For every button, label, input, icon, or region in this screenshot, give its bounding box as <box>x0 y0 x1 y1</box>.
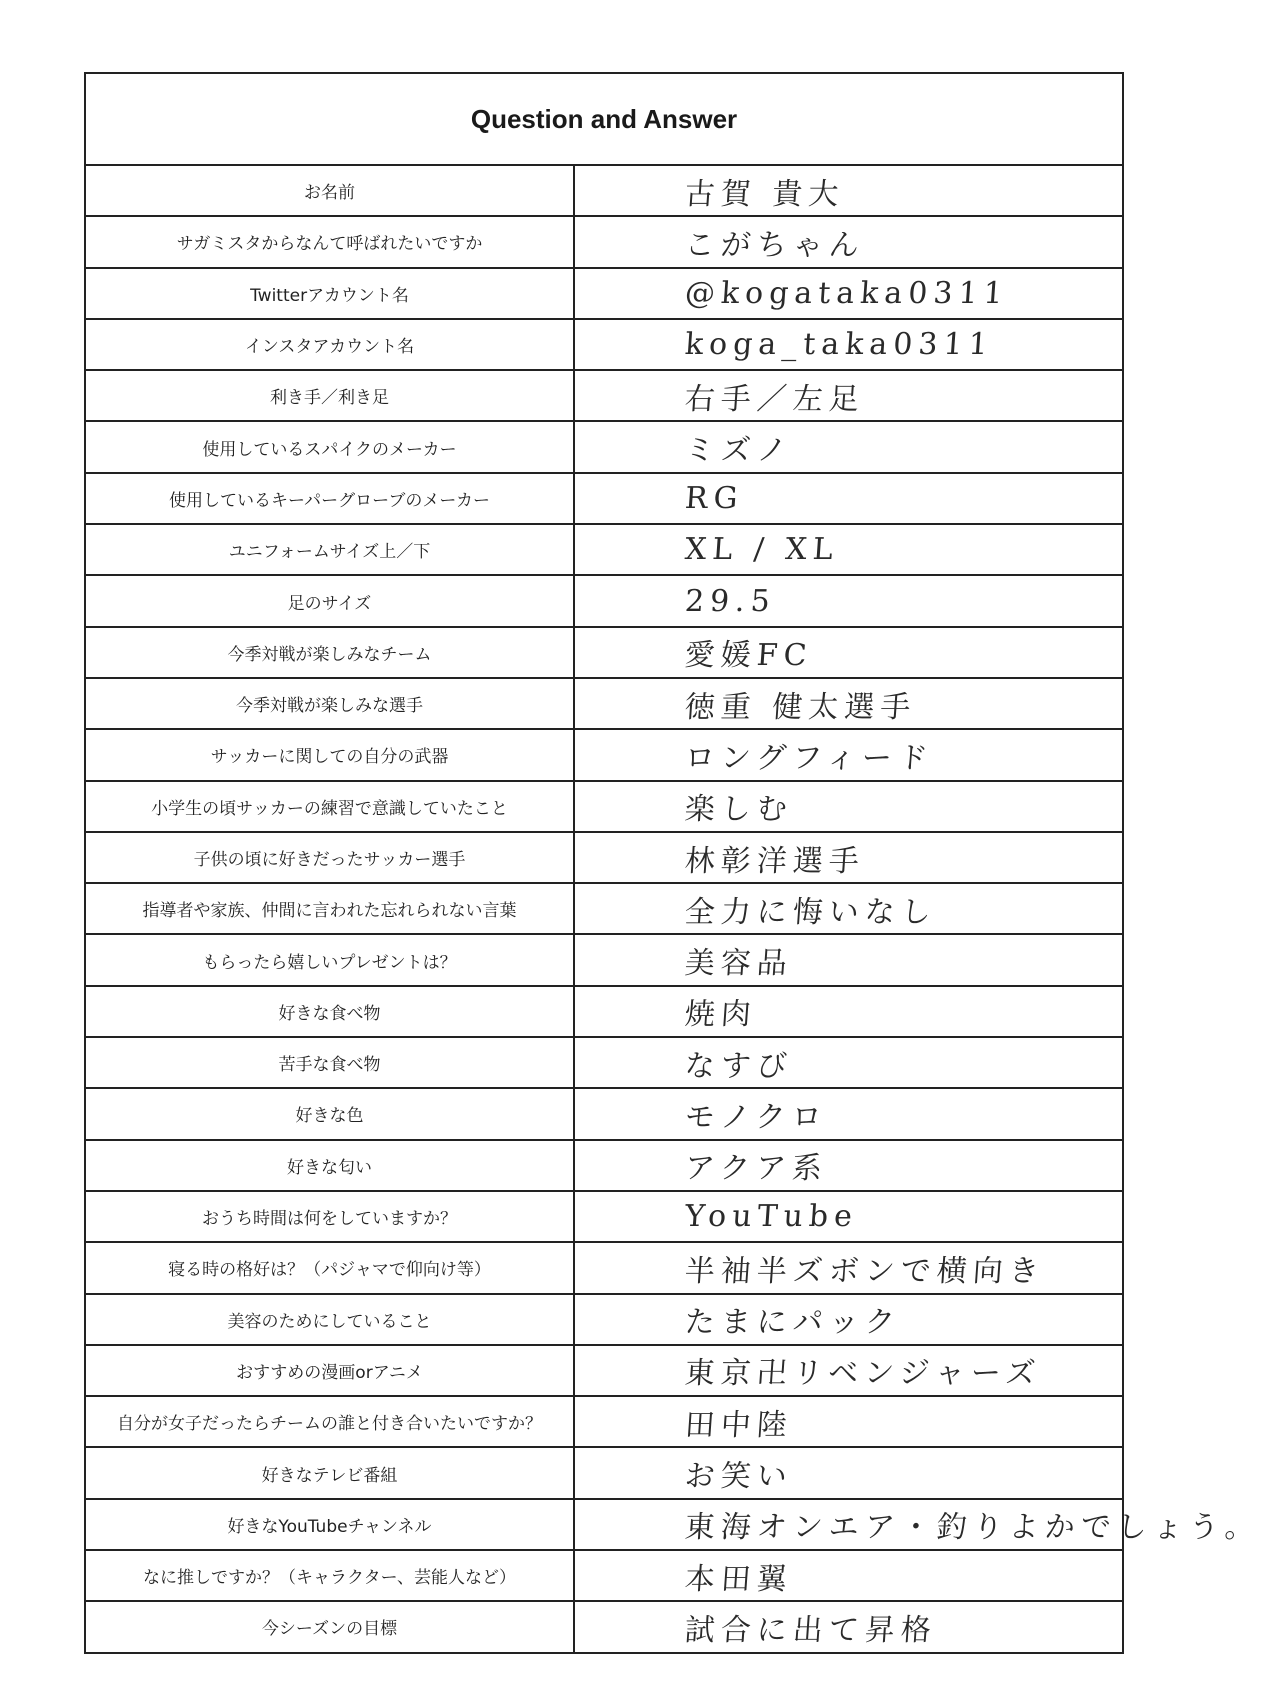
table-row <box>86 678 1122 729</box>
handwritten-answer: koga_taka0311 <box>683 327 995 363</box>
table-row <box>86 934 1122 985</box>
handwritten-answer: 29.5 <box>683 583 778 619</box>
question-cell: 今季対戦が楽しみな選手 <box>86 678 574 729</box>
answer-cell <box>574 1345 1122 1396</box>
handwritten-answer: 半袖半ズボンで横向き <box>683 1253 1046 1289</box>
table-row <box>86 986 1122 1037</box>
table-row <box>86 1447 1122 1498</box>
question-cell: 好きなYouTubeチャンネル <box>86 1499 574 1550</box>
question-cell: 子供の頃に好きだったサッカー選手 <box>86 832 574 883</box>
handwritten-answer: 林彰洋選手 <box>683 843 866 879</box>
handwritten-answer: 愛媛FC <box>683 638 814 674</box>
question-cell: 寝る時の格好は？（パジャマで仰向け等） <box>86 1242 574 1293</box>
table-row <box>86 524 1122 575</box>
question-cell: 好きな色 <box>86 1088 574 1139</box>
table-row <box>86 1037 1122 1088</box>
question-cell: おうち時間は何をしていますか？ <box>86 1191 574 1242</box>
table-row <box>86 268 1122 319</box>
table-row <box>86 627 1122 678</box>
handwritten-answer: 東京卍リベンジャーズ <box>683 1356 1043 1392</box>
handwritten-answer: モノクロ <box>683 1099 829 1135</box>
answer-cell <box>574 781 1122 832</box>
table-row <box>86 729 1122 780</box>
answer-cell <box>574 1396 1122 1447</box>
answer-cell <box>574 524 1122 575</box>
handwritten-answer: 古賀 貴大 <box>683 176 846 212</box>
table-row <box>86 1294 1122 1345</box>
question-cell: もらったら嬉しいプレゼントは？ <box>86 934 574 985</box>
table-row <box>86 1499 1122 1550</box>
question-cell: お名前 <box>86 166 574 216</box>
question-cell: 苦手な食べ物 <box>86 1037 574 1088</box>
table-row <box>86 1550 1122 1601</box>
answer-cell <box>574 1088 1122 1139</box>
handwritten-answer: ロングフィード <box>683 740 935 776</box>
answer-cell <box>574 166 1122 216</box>
question-cell: 美容のためにしていること <box>86 1294 574 1345</box>
handwritten-answer: 全力に悔いなし <box>683 894 938 930</box>
answer-cell <box>574 1499 1262 1550</box>
question-cell: ユニフォームサイズ上／下 <box>86 524 574 575</box>
answer-cell <box>574 575 1122 626</box>
answer-cell <box>574 268 1122 319</box>
handwritten-answer: お笑い <box>683 1459 794 1495</box>
question-cell: なに推しですか？（キャラクター、芸能人など） <box>86 1550 574 1601</box>
table-row <box>86 1242 1122 1293</box>
answer-cell <box>574 216 1122 267</box>
question-cell: インスタアカウント名 <box>86 319 574 370</box>
table-row <box>86 575 1122 626</box>
question-cell: 利き手／利き足 <box>86 370 574 421</box>
answer-cell <box>574 934 1122 985</box>
handwritten-answer: ミズノ <box>683 433 794 469</box>
handwritten-answer: @kogataka0311 <box>683 275 1010 311</box>
handwritten-answer: XL / XL <box>683 532 840 568</box>
answer-cell <box>574 370 1122 421</box>
handwritten-answer: たまにパック <box>683 1305 902 1341</box>
answer-cell <box>574 1191 1122 1242</box>
answer-cell <box>574 1447 1122 1498</box>
answer-cell <box>574 1601 1122 1651</box>
answer-cell <box>574 883 1122 934</box>
answer-cell <box>574 1550 1122 1601</box>
question-cell: Twitterアカウント名 <box>86 268 574 319</box>
question-cell: サガミスタからなんて呼ばれたいですか <box>86 216 574 267</box>
handwritten-answer: 美容品 <box>683 946 794 982</box>
sheet-title: Question and Answer <box>86 74 1122 166</box>
question-cell: 自分が女子だったらチームの誰と付き合いたいですか？ <box>86 1396 574 1447</box>
handwritten-answer: 焼肉 <box>683 997 758 1033</box>
table-row <box>86 1345 1122 1396</box>
table-row <box>86 319 1122 370</box>
table-row <box>86 1601 1122 1651</box>
qa-table <box>86 166 1262 1652</box>
question-cell: 使用しているキーパーグローブのメーカー <box>86 473 574 524</box>
question-cell: 好きな食べ物 <box>86 986 574 1037</box>
question-cell: サッカーに関しての自分の武器 <box>86 729 574 780</box>
handwritten-answer: 田中陸 <box>683 1407 794 1443</box>
handwritten-answer: 本田翼 <box>683 1561 794 1597</box>
question-cell: 小学生の頃サッカーの練習で意識していたこと <box>86 781 574 832</box>
answer-cell <box>574 1294 1122 1345</box>
table-row <box>86 832 1122 883</box>
question-cell: 好きな匂い <box>86 1140 574 1191</box>
table-row <box>86 1140 1122 1191</box>
question-cell: 指導者や家族、仲間に言われた忘れられない言葉 <box>86 883 574 934</box>
table-row <box>86 473 1122 524</box>
handwritten-answer: アクア系 <box>683 1151 830 1187</box>
table-row <box>86 1191 1122 1242</box>
table-row <box>86 421 1122 472</box>
question-cell: おすすめの漫画orアニメ <box>86 1345 574 1396</box>
answer-cell <box>574 1037 1122 1088</box>
answer-cell <box>574 832 1122 883</box>
handwritten-answer: 右手／左足 <box>683 381 866 417</box>
handwritten-answer: YouTube <box>683 1199 860 1235</box>
answer-cell <box>574 319 1122 370</box>
table-row <box>86 1396 1122 1447</box>
handwritten-answer: RG <box>683 480 745 516</box>
question-cell: 今シーズンの目標 <box>86 1601 574 1651</box>
handwritten-answer: 徳重 健太選手 <box>683 689 918 725</box>
question-cell: 今季対戦が楽しみなチーム <box>86 627 574 678</box>
qa-sheet <box>84 72 1262 1654</box>
answer-cell <box>574 678 1122 729</box>
table-row <box>86 781 1122 832</box>
question-cell: 使用しているスパイクのメーカー <box>86 421 574 472</box>
answer-cell <box>574 473 1122 524</box>
table-row <box>86 1088 1122 1139</box>
question-cell: 好きなテレビ番組 <box>86 1447 574 1498</box>
handwritten-answer: なすび <box>683 1048 794 1084</box>
table-row <box>86 370 1122 421</box>
answer-cell <box>574 421 1122 472</box>
table-row <box>86 216 1122 267</box>
handwritten-answer: 楽しむ <box>683 792 794 828</box>
handwritten-answer: こがちゃん <box>683 227 866 263</box>
answer-cell <box>574 1242 1122 1293</box>
answer-cell <box>574 1140 1122 1191</box>
answer-cell <box>574 986 1122 1037</box>
handwritten-answer: 東海オンエア・釣りよかでしょう。 <box>683 1510 1262 1546</box>
table-row <box>86 166 1122 216</box>
question-cell: 足のサイズ <box>86 575 574 626</box>
table-row <box>86 883 1122 934</box>
handwritten-answer: 試合に出て昇格 <box>683 1612 938 1648</box>
answer-cell <box>574 627 1122 678</box>
answer-cell <box>574 729 1122 780</box>
